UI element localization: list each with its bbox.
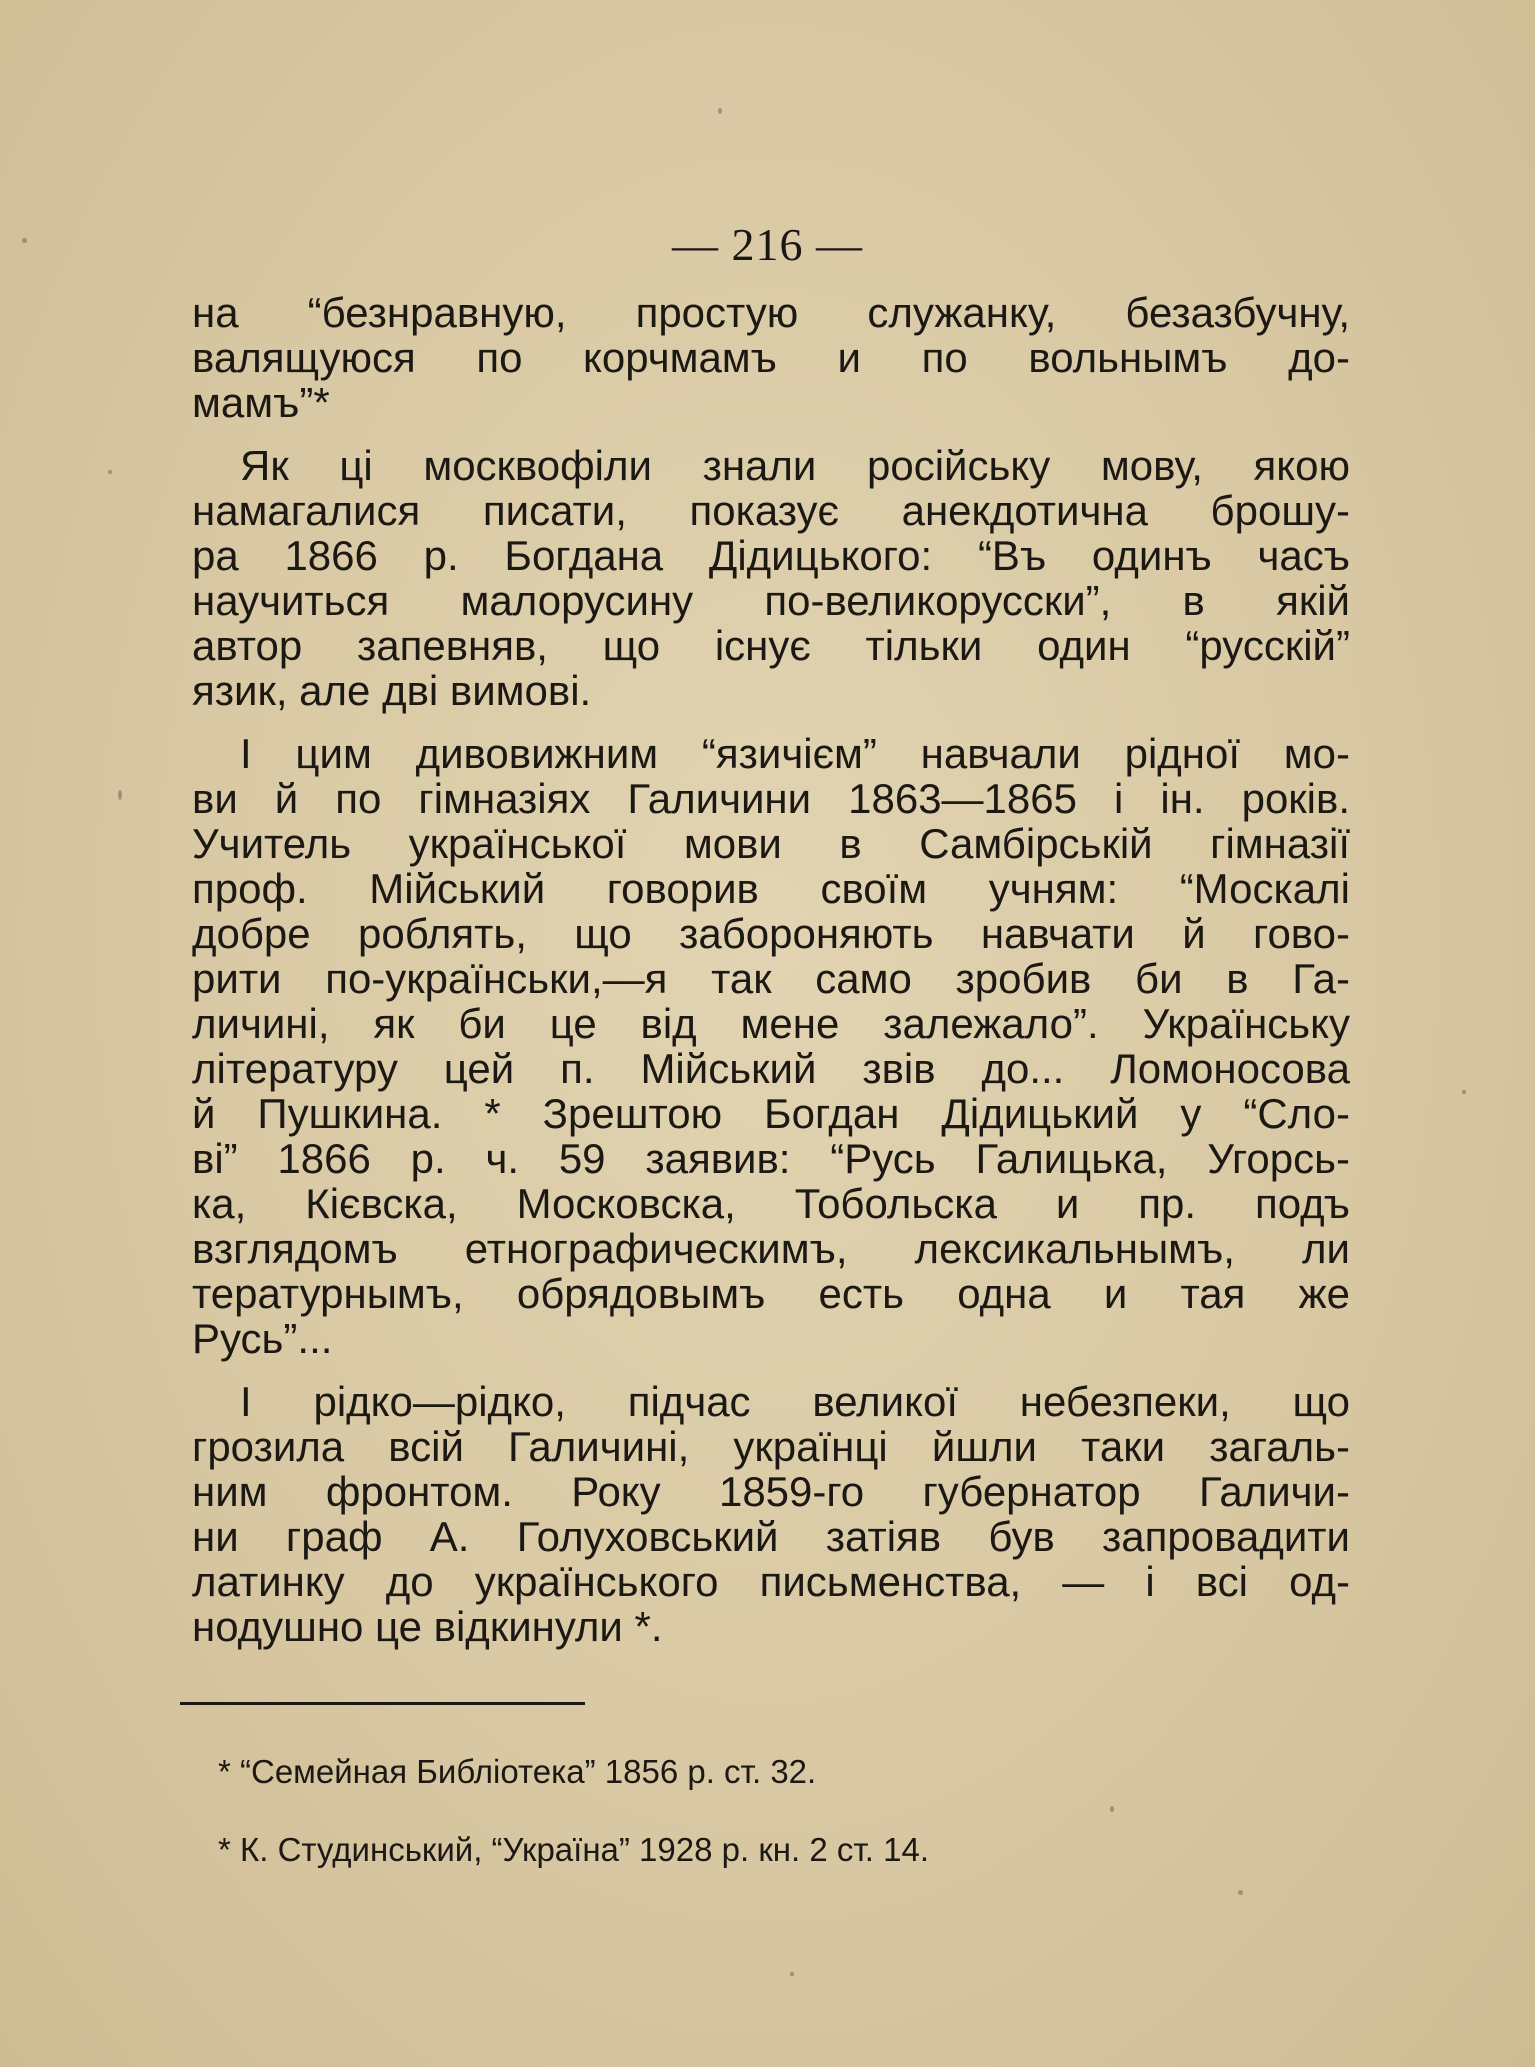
text-line: тературнымъ, обрядовымъ есть одна и тая же [192,1270,1350,1317]
text-line: І цим дивовижним “язичієм” навчали рідної мо- [240,730,1350,777]
text-line: ни граф А. Голуховський затіяв був запровадити [192,1513,1350,1560]
text-line: й Пушкина. * Зрештою Богдан Дідицький у “Сло- [192,1090,1350,1137]
text-line: рити по-українськи,—я так само зробив би в Га- [192,955,1350,1002]
text-line: взглядомъ етнографическимъ, лексикальнымъ, ли [192,1225,1350,1272]
paragraph-2 [192,443,1350,713]
text-line: ра 1866 р. Богдана Дідицького: “Въ одинъ часъ [192,532,1350,579]
text-line: ві” 1866 р. ч. 59 заявив: “Русь Галицька, Угорсь- [192,1135,1350,1182]
text-line: намагалися писати, показує анекдотична брошу- [192,487,1350,534]
paragraph-1 [192,290,1350,425]
body-text [192,290,1350,1667]
text-line: І рідко—рідко, підчас великої небезпеки, що [240,1378,1350,1425]
footnote-divider [180,1702,585,1705]
paper-speck [1238,1890,1243,1895]
text-line: Учитель української мови в Самбірській гімназії [192,820,1350,867]
text-line: Як ці москвофіли знали російську мову, якою [240,442,1350,489]
paper-speck [1110,1806,1114,1812]
text-line: Русь”... [192,1315,333,1362]
text-line: латинку до українського письменства, — і всі од- [192,1558,1350,1605]
paragraph-3 [192,731,1350,1361]
text-line: літературу цей п. Мійський звів до... Ломоносова [192,1045,1350,1092]
paper-speck [790,1972,794,1976]
text-line: научиться малорусину по-великорусски”, в якій [192,577,1350,624]
page-number: — 216 — [672,219,863,270]
text-line: ка, Кієвска, Московска, Тобольска и пр. подъ [192,1180,1350,1227]
text-line: добре роблять, що забороняють навчати й гово- [192,910,1350,957]
footnotes [218,1748,1318,1904]
paragraph-4 [192,1379,1350,1649]
text-line: проф. Мійський говорив своїм учням: “Москалі [192,865,1350,912]
paper-speck [118,790,122,800]
text-line: ви й по гімназіях Галичини 1863—1865 і ін. років. [192,775,1350,822]
paper-speck [108,470,112,474]
text-line: на “безнравную, простую служанку, безазбучну, [192,289,1350,336]
text-line: мамъ”* [192,379,330,426]
footnote-1: * “Семейная Библіотека” 1856 р. ст. 32. [218,1753,817,1790]
text-line: ним фронтом. Року 1859-го губернатор Галичи- [192,1468,1350,1515]
paper-speck [718,108,722,114]
paper-speck [1462,1090,1466,1094]
paper-speck [22,238,27,243]
text-line: язик, але дві вимові. [192,667,592,714]
text-line: грозила всій Галичині, українці йшли таки загаль- [192,1423,1350,1470]
text-line: валящуюся по корчмамъ и по вольнымъ до- [192,334,1350,381]
text-line: автор запевняв, що існує тільки один “русскій” [192,622,1350,669]
text-line: нодушно це відкинули *. [192,1603,663,1650]
text-line: личині, як би це від мене залежало”. Українську [192,1000,1350,1047]
footnote-2: * К. Студинський, “Україна” 1928 р. кн. 2 ст. 14. [218,1831,930,1868]
